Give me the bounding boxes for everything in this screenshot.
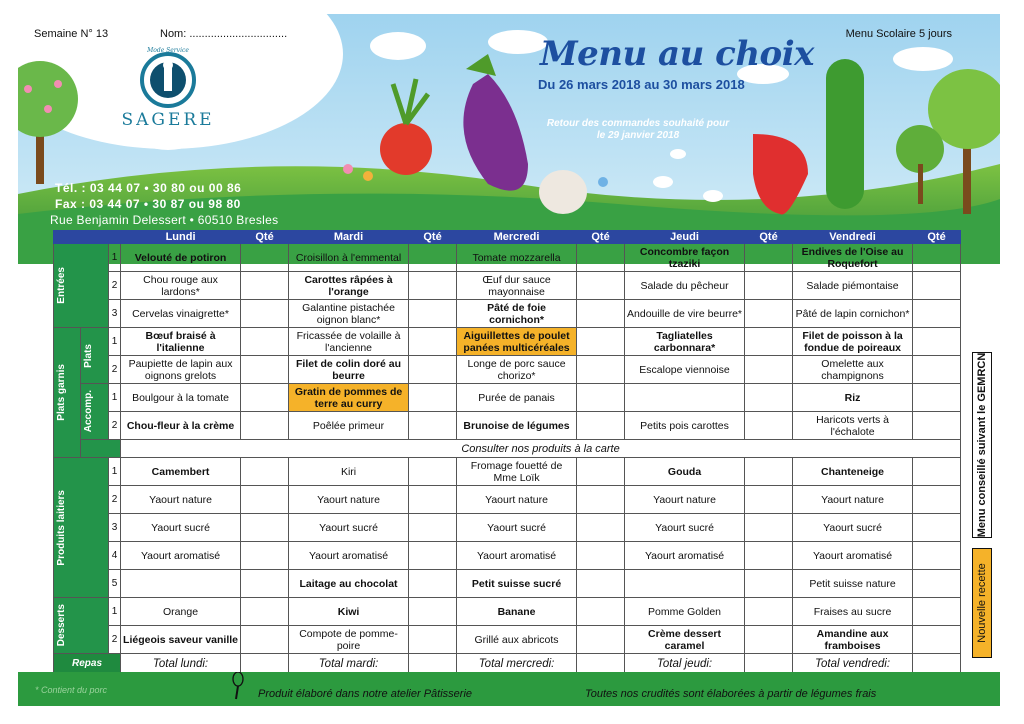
menu-cell: Chou rouge aux lardons* [121,272,241,300]
menu-cell: Yaourt nature [121,486,241,514]
svg-text:Mode Service: Mode Service [147,47,189,54]
qty-cell[interactable] [241,542,289,570]
menu-cell: Yaourt nature [625,486,745,514]
menu-cell: Yaourt sucré [289,514,409,542]
consult-note: Consulter nos produits à la carte [121,440,961,458]
group-repas: Repas [54,654,121,674]
qty-cell[interactable] [241,356,289,384]
col-qte: Qté [577,231,625,244]
table-header-row [54,231,961,244]
new-recipe-legend: Nouvelle recette [972,548,992,658]
qty-cell[interactable] [745,598,793,626]
qty-cell[interactable] [409,244,457,272]
qty-cell[interactable] [745,570,793,598]
table-row [54,542,961,570]
qty-cell[interactable] [409,356,457,384]
qty-cell[interactable] [913,244,961,272]
col-qte: Qté [745,231,793,244]
table-row [54,244,961,272]
total-lundi: Total lundi: [121,654,241,674]
qty-cell[interactable] [409,654,457,674]
qty-cell[interactable] [409,328,457,356]
whisk-icon [230,672,246,700]
table-row [54,412,961,440]
week-number: Semaine N° 13 [34,28,109,40]
menu-cell: Tagliatelles carbonnara* [625,328,745,356]
table-row [54,626,961,654]
table-row [54,514,961,542]
qty-cell[interactable] [913,272,961,300]
menu-cell: Fraises au sucre [793,598,913,626]
qty-cell[interactable] [745,384,793,412]
menu-cell: Endives de l'Oise au Roquefort [793,244,913,272]
group-plats-garnis: Plats garnis [54,328,81,458]
menu-cell: Purée de panais [457,384,577,412]
address: Rue Benjamin Delessert • 60510 Bresles [50,213,279,227]
menu-cell: Compote de pomme-poire [289,626,409,654]
phone-number: Tél. : 03 44 07 • 30 80 ou 00 86 [55,181,242,195]
qty-cell[interactable] [409,300,457,328]
menu-cell: Pâté de foie cornichon* [457,300,577,328]
totals-row [54,654,961,674]
col-mercredi: Mercredi [457,231,577,244]
menu-cell: Andouille de vire beurre* [625,300,745,328]
qty-cell[interactable] [241,412,289,440]
col-vendredi: Vendredi [793,231,913,244]
group-accomp: Accomp. [81,384,109,440]
menu-type: Menu Scolaire 5 jours [845,28,952,40]
row-number: 1 [109,328,121,356]
menu-cell: Carottes râpées à l'orange [289,272,409,300]
menu-cell: Yaourt sucré [625,514,745,542]
menu-cell: Yaourt sucré [457,514,577,542]
qty-cell[interactable] [241,458,289,486]
qty-cell[interactable] [913,486,961,514]
col-qte: Qté [913,231,961,244]
col-qte: Qté [409,231,457,244]
qty-cell[interactable] [577,514,625,542]
menu-cell: Laitage au chocolat [289,570,409,598]
menu-cell: Chou-fleur à la crème [121,412,241,440]
qty-cell[interactable] [577,486,625,514]
qty-cell[interactable] [577,598,625,626]
qty-cell[interactable] [577,356,625,384]
qty-cell[interactable] [577,384,625,412]
qty-cell[interactable] [409,626,457,654]
qty-cell[interactable] [409,384,457,412]
qty-cell[interactable] [241,384,289,412]
qty-cell[interactable] [577,654,625,674]
menu-cell: Petit suisse sucré [457,570,577,598]
qty-cell[interactable] [409,412,457,440]
row-number: 3 [109,514,121,542]
order-return-note: Retour des commandes souhaité pour le 29 janvier 2018 [546,118,730,141]
qty-cell[interactable] [745,458,793,486]
col-mardi: Mardi [289,231,409,244]
menu-cell: Concombre façon tzaziki [625,244,745,272]
menu-cell: Yaourt nature [289,486,409,514]
menu-cell: Yaourt aromatisé [793,542,913,570]
qty-cell[interactable] [409,598,457,626]
qty-cell[interactable] [913,458,961,486]
qty-cell[interactable] [577,272,625,300]
qty-cell[interactable] [913,570,961,598]
crudites-note: Toutes nos crudités sont élaborées à partir de légumes frais [585,688,877,700]
menu-cell: Yaourt aromatisé [289,542,409,570]
qty-cell[interactable] [241,272,289,300]
table-row [54,598,961,626]
menu-cell: Poêlée primeur [289,412,409,440]
menu-cell-new-recipe: Gratin de pommes de terre au curry [289,384,409,412]
menu-cell: Pâté de lapin cornichon* [793,300,913,328]
fax-number: Fax : 03 44 07 • 30 87 ou 98 80 [55,197,241,211]
page-title: Menu au choix [540,34,814,74]
group-produits-laitiers: Produits laitiers [54,458,109,598]
qty-cell[interactable] [913,514,961,542]
qty-cell[interactable] [409,570,457,598]
menu-cell: Orange [121,598,241,626]
menu-cell: Œuf dur sauce mayonnaise [457,272,577,300]
qty-cell[interactable] [241,244,289,272]
qty-cell[interactable] [745,244,793,272]
row-number: 4 [109,542,121,570]
menu-cell: Gouda [625,458,745,486]
pork-note: * Contient du porc [35,685,108,695]
menu-cell: Haricots verts à l'échalote [793,412,913,440]
menu-cell: Yaourt nature [457,486,577,514]
menu-cell [121,570,241,598]
qty-cell[interactable] [913,412,961,440]
menu-table [53,230,961,674]
group-desserts: Desserts [54,598,109,654]
menu-cell: Tomate mozzarella [457,244,577,272]
row-number: 2 [109,626,121,654]
qty-cell[interactable] [577,626,625,654]
menu-cell: Kiwi [289,598,409,626]
menu-cell: Banane [457,598,577,626]
date-range: Du 26 mars 2018 au 30 mars 2018 [538,77,745,92]
menu-cell: Brunoise de légumes [457,412,577,440]
table-row [54,384,961,412]
menu-cell [625,570,745,598]
qty-cell[interactable] [577,412,625,440]
table-row [54,440,961,458]
menu-cell: Chanteneige [793,458,913,486]
menu-cell: Yaourt sucré [793,514,913,542]
qty-cell[interactable] [745,514,793,542]
pastry-note: Produit élaboré dans notre atelier Pâtisserie [258,688,473,700]
qty-cell[interactable] [745,356,793,384]
menu-cell: Bœuf braisé à l'italienne [121,328,241,356]
qty-cell[interactable] [745,542,793,570]
table-row [54,570,961,598]
qty-cell[interactable] [409,542,457,570]
qty-cell[interactable] [409,458,457,486]
row-number: 2 [109,486,121,514]
qty-cell[interactable] [745,300,793,328]
menu-cell: Fromage fouetté de Mme Loïk [457,458,577,486]
menu-cell [625,384,745,412]
qty-cell[interactable] [913,384,961,412]
menu-cell: Galantine pistachée oignon blanc* [289,300,409,328]
sagere-logo [104,22,232,150]
qty-cell[interactable] [913,328,961,356]
qty-cell[interactable] [745,328,793,356]
table-row [54,300,961,328]
row-number: 1 [109,244,121,272]
qty-cell[interactable] [577,542,625,570]
qty-cell[interactable] [241,300,289,328]
qty-cell[interactable] [913,598,961,626]
menu-cell: Salade du pêcheur [625,272,745,300]
qty-cell[interactable] [745,412,793,440]
menu-cell: Paupiette de lapin aux oignons grelots [121,356,241,384]
group-entrees: Entrées [54,244,109,328]
qty-cell[interactable] [241,598,289,626]
table-row [54,272,961,300]
menu-cell: Filet de poisson à la fondue de poireaux [793,328,913,356]
col-lundi: Lundi [121,231,241,244]
qty-cell[interactable] [241,626,289,654]
qty-cell[interactable] [745,654,793,674]
qty-cell[interactable] [577,570,625,598]
qty-cell[interactable] [409,514,457,542]
col-jeudi: Jeudi [625,231,745,244]
row-number: 2 [109,412,121,440]
menu-cell-new-recipe: Aiguillettes de poulet panées multicéréales [457,328,577,356]
logo-icon [104,22,232,150]
menu-cell: Yaourt aromatisé [121,542,241,570]
group-plats: Plats [81,328,109,384]
menu-cell: Pomme Golden [625,598,745,626]
qty-cell[interactable] [241,654,289,674]
row-number: 1 [109,384,121,412]
col-qte: Qté [241,231,289,244]
menu-cell: Croisillon à l'emmental [289,244,409,272]
qty-cell[interactable] [913,300,961,328]
menu-cell: Yaourt nature [793,486,913,514]
menu-cell: Crème dessert caramel [625,626,745,654]
qty-cell[interactable] [241,570,289,598]
row-number: 2 [109,356,121,384]
menu-cell: Kiri [289,458,409,486]
qty-cell[interactable] [577,458,625,486]
menu-cell: Cervelas vinaigrette* [121,300,241,328]
menu-cell: Yaourt sucré [121,514,241,542]
menu-cell: Liégeois saveur vanille [121,626,241,654]
qty-cell[interactable] [241,514,289,542]
qty-cell[interactable] [913,356,961,384]
total-mardi: Total mardi: [289,654,409,674]
menu-cell: Escalope viennoise [625,356,745,384]
svg-text:SAGERE: SAGERE [121,110,215,130]
row-number: 1 [109,598,121,626]
qty-cell[interactable] [745,486,793,514]
qty-cell[interactable] [913,542,961,570]
row-number: 5 [109,570,121,598]
qty-cell[interactable] [913,654,961,674]
table-row [54,356,961,384]
table-row [54,328,961,356]
qty-cell[interactable] [745,626,793,654]
row-number: 3 [109,300,121,328]
row-number: 2 [109,272,121,300]
row-number: 1 [109,458,121,486]
qty-cell[interactable] [745,272,793,300]
name-field: Nom: ................................ [160,28,288,40]
menu-cell: Petit suisse nature [793,570,913,598]
table-row [54,458,961,486]
menu-cell: Grillé aux abricots [457,626,577,654]
qty-cell[interactable] [409,486,457,514]
menu-cell: Salade piémontaise [793,272,913,300]
total-jeudi: Total jeudi: [625,654,745,674]
menu-cell: Camembert [121,458,241,486]
menu-cell: Riz [793,384,913,412]
qty-cell[interactable] [913,626,961,654]
qty-cell[interactable] [577,244,625,272]
qty-cell[interactable] [577,328,625,356]
total-mercredi: Total mercredi: [457,654,577,674]
qty-cell[interactable] [241,328,289,356]
menu-cell: Velouté de potiron [121,244,241,272]
menu-cell: Omelette aux champignons [793,356,913,384]
menu-cell: Longe de porc sauce chorizo* [457,356,577,384]
gemrcn-badge: Menu conseillé suivant le GEMRCN [972,352,992,538]
header-spacer [54,231,121,244]
menu-cell: Yaourt aromatisé [625,542,745,570]
menu-cell: Amandine aux framboises [793,626,913,654]
table-row [54,486,961,514]
menu-cell: Boulgour à la tomate [121,384,241,412]
qty-cell[interactable] [577,300,625,328]
menu-cell: Yaourt aromatisé [457,542,577,570]
qty-cell[interactable] [241,486,289,514]
menu-cell: Petits pois carottes [625,412,745,440]
total-vendredi: Total vendredi: [793,654,913,674]
menu-cell: Filet de colin doré au beurre [289,356,409,384]
qty-cell[interactable] [409,272,457,300]
menu-cell: Fricassée de volaille à l'ancienne [289,328,409,356]
